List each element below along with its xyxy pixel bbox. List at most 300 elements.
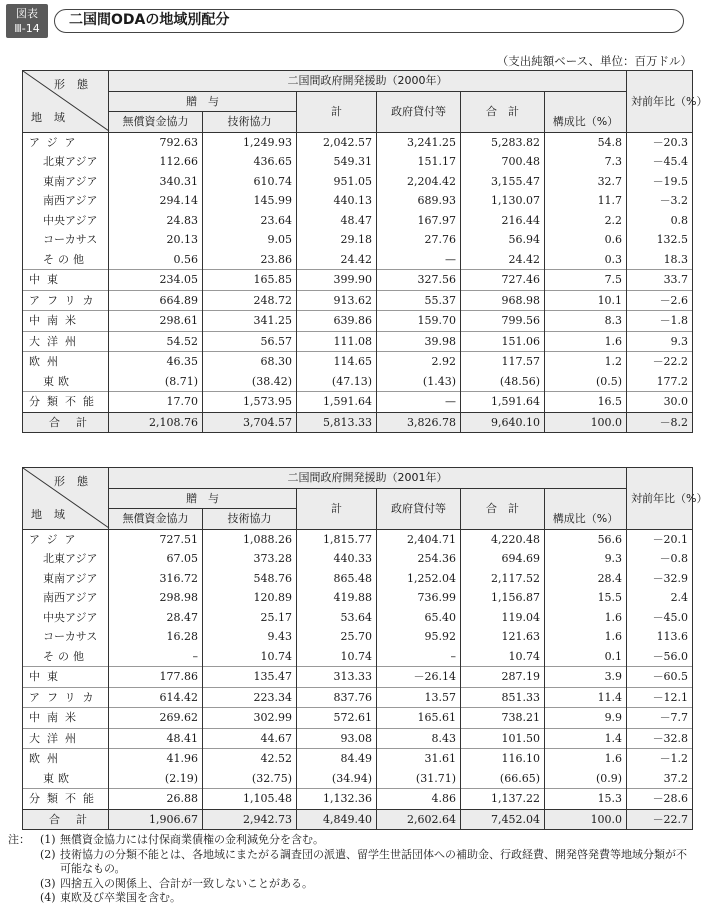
cell-yoy: －1.8: [627, 311, 693, 332]
cell-yoy: －12.1: [627, 687, 693, 708]
cell-share: 11.4: [545, 687, 627, 708]
cell-tech-coop: (38.42): [203, 372, 297, 392]
cell-tech-coop: 1,573.95: [203, 392, 297, 413]
cell-yoy: －19.5: [627, 172, 693, 192]
cell-share: 1.6: [545, 627, 627, 647]
cell-subtotal: 313.33: [297, 667, 377, 688]
cell-region: 大洋州: [23, 728, 109, 749]
cell-yoy: －0.8: [627, 549, 693, 569]
cell-tech-coop: 373.28: [203, 549, 297, 569]
cell-total: 694.69: [461, 549, 545, 569]
cell-tech-coop: 42.52: [203, 749, 297, 769]
header-loans: 政府貸付等: [377, 91, 461, 132]
cell-loans: (1.43): [377, 372, 461, 392]
cell-yoy: －22.2: [627, 352, 693, 372]
cell-grant-aid: 298.98: [109, 588, 203, 608]
cell-total: 700.48: [461, 152, 545, 172]
cell-total: 4,220.48: [461, 529, 545, 549]
cell-subtotal: 913.62: [297, 290, 377, 311]
cell-region: 南西アジア: [23, 588, 109, 608]
unit-note: （支出純額ベース、単位：百万ドル）: [496, 54, 692, 68]
cell-grant-aid: 234.05: [109, 270, 203, 291]
cell-subtotal: 549.31: [297, 152, 377, 172]
cell-yoy: －45.0: [627, 608, 693, 628]
table-row: [23, 588, 693, 608]
badge-line-2: Ⅲ-14: [14, 22, 40, 35]
cell-share: 0.1: [545, 647, 627, 667]
cell-total: 151.06: [461, 331, 545, 352]
cell-subtotal: 837.76: [297, 687, 377, 708]
note-number: (4): [40, 891, 56, 904]
cell-grant-aid: 614.42: [109, 687, 203, 708]
cell-loans: (31.71): [377, 769, 461, 789]
cell-share: 15.5: [545, 588, 627, 608]
cell-tech-coop: 2,942.73: [203, 809, 297, 830]
cell-loans: 3,241.25: [377, 132, 461, 152]
cell-region: 欧州: [23, 749, 109, 769]
cell-total: 116.10: [461, 749, 545, 769]
table-row: [23, 728, 693, 749]
figure-title: 二国間ODAの地域別配分: [54, 9, 684, 33]
cell-loans: 55.37: [377, 290, 461, 311]
cell-loans: 1,252.04: [377, 569, 461, 589]
cell-grant-aid: 664.89: [109, 290, 203, 311]
table-row: [23, 549, 693, 569]
cell-region: アジア: [23, 132, 109, 152]
table-row: [23, 290, 693, 311]
oda-table-2000: [22, 70, 708, 433]
cell-region: 分類不能: [23, 392, 109, 413]
table-row: [23, 529, 693, 549]
cell-share: 15.3: [545, 789, 627, 810]
cell-region: その他: [23, 647, 109, 667]
cell-grant-aid: 316.72: [109, 569, 203, 589]
cell-total: 738.21: [461, 708, 545, 729]
cell-total: 119.04: [461, 608, 545, 628]
cell-grant-aid: 48.41: [109, 728, 203, 749]
table-row: [23, 372, 693, 392]
cell-tech-coop: 610.74: [203, 172, 297, 192]
table-row: [23, 230, 693, 250]
table-row: [23, 132, 693, 152]
header-yoy: 対前年比（%）: [627, 71, 693, 133]
cell-loans: –: [377, 647, 461, 667]
cell-yoy: －45.4: [627, 152, 693, 172]
table-row: [23, 627, 693, 647]
cell-tech-coop: (32.75): [203, 769, 297, 789]
cell-total: 2,117.52: [461, 569, 545, 589]
cell-loans: 159.70: [377, 311, 461, 332]
header-grant: 贈 与: [109, 488, 297, 509]
cell-subtotal: 111.08: [297, 331, 377, 352]
table-caption: 二国間政府開発援助（2001年）: [109, 468, 627, 489]
cell-region: 合計: [23, 412, 109, 433]
note-number: (2): [40, 847, 56, 861]
cell-share: 32.7: [545, 172, 627, 192]
header-loans: 政府貸付等: [377, 488, 461, 529]
header-tech-coop: 技術協力: [203, 509, 297, 530]
cell-grant-aid: 54.52: [109, 331, 203, 352]
figure-number-badge: [6, 4, 48, 38]
cell-share: 10.1: [545, 290, 627, 311]
cell-yoy: －8.2: [627, 412, 693, 433]
figure-header: [6, 4, 694, 38]
cell-yoy: 132.5: [627, 230, 693, 250]
cell-share: 3.9: [545, 667, 627, 688]
cell-total: 1,156.87: [461, 588, 545, 608]
cell-grant-aid: 20.13: [109, 230, 203, 250]
header-share: 構成比（%）: [545, 488, 627, 529]
cell-subtotal: 29.18: [297, 230, 377, 250]
corner-header-cell: [23, 71, 109, 133]
cell-total: (66.65): [461, 769, 545, 789]
cell-loans: 31.61: [377, 749, 461, 769]
cell-grant-aid: –: [109, 647, 203, 667]
cell-share: (0.5): [545, 372, 627, 392]
cell-loans: 27.76: [377, 230, 461, 250]
cell-subtotal: 84.49: [297, 749, 377, 769]
cell-grant-aid: 177.86: [109, 667, 203, 688]
cell-region: 東南アジア: [23, 172, 109, 192]
cell-total: 7,452.04: [461, 809, 545, 830]
cell-loans: 254.36: [377, 549, 461, 569]
cell-total: 968.98: [461, 290, 545, 311]
cell-loans: 151.17: [377, 152, 461, 172]
cell-share: 7.3: [545, 152, 627, 172]
cell-subtotal: (47.13): [297, 372, 377, 392]
cell-total: 727.46: [461, 270, 545, 291]
table-row: [23, 211, 693, 231]
cell-total: 216.44: [461, 211, 545, 231]
cell-tech-coop: 9.43: [203, 627, 297, 647]
total-row: [23, 809, 693, 830]
header-grant-aid: 無償資金協力: [109, 509, 203, 530]
cell-loans: 4.86: [377, 789, 461, 810]
cell-yoy: 2.4: [627, 588, 693, 608]
table-row: [23, 789, 693, 810]
header-grant: 贈 与: [109, 91, 297, 112]
header-subtotal: 計: [297, 91, 377, 132]
cell-region: 分類不能: [23, 789, 109, 810]
cell-grant-aid: 16.28: [109, 627, 203, 647]
table-row: [23, 331, 693, 352]
cell-loans: 689.93: [377, 191, 461, 211]
cell-total: 10.74: [461, 647, 545, 667]
cell-grant-aid: (8.71): [109, 372, 203, 392]
cell-subtotal: 114.65: [297, 352, 377, 372]
corner-label-form: 形態: [54, 475, 100, 488]
note-number: (3): [40, 876, 56, 890]
corner-header-cell: [23, 468, 109, 530]
total-row: [23, 412, 693, 433]
corner-label-region: 地域: [31, 111, 77, 124]
cell-grant-aid: 17.70: [109, 392, 203, 413]
table-row: [23, 769, 693, 789]
footnotes: [8, 833, 692, 906]
cell-region: アジア: [23, 529, 109, 549]
cell-region: 大洋州: [23, 331, 109, 352]
table-row: [23, 172, 693, 192]
cell-grant-aid: 67.05: [109, 549, 203, 569]
cell-yoy: 37.2: [627, 769, 693, 789]
cell-share: 1.6: [545, 331, 627, 352]
cell-region: 欧州: [23, 352, 109, 372]
cell-yoy: －22.7: [627, 809, 693, 830]
table-caption: 二国間政府開発援助（2000年）: [109, 71, 627, 92]
cell-grant-aid: 26.88: [109, 789, 203, 810]
cell-total: 3,155.47: [461, 172, 545, 192]
cell-region: 東欧: [23, 372, 109, 392]
table-row: [23, 311, 693, 332]
note-text: 四捨五入の関係上、合計が一致しないことがある。: [60, 876, 313, 890]
cell-loans: 2,204.42: [377, 172, 461, 192]
cell-grant-aid: 112.66: [109, 152, 203, 172]
note-item: [8, 877, 692, 892]
cell-share: 54.8: [545, 132, 627, 152]
cell-subtotal: 4,849.40: [297, 809, 377, 830]
cell-grant-aid: 0.56: [109, 250, 203, 270]
cell-tech-coop: 9.05: [203, 230, 297, 250]
cell-yoy: 33.7: [627, 270, 693, 291]
cell-loans: 327.56: [377, 270, 461, 291]
table-row: [23, 667, 693, 688]
cell-share: 0.3: [545, 250, 627, 270]
cell-loans: 39.98: [377, 331, 461, 352]
cell-loans: 736.99: [377, 588, 461, 608]
cell-yoy: －1.2: [627, 749, 693, 769]
cell-loans: 2,602.64: [377, 809, 461, 830]
cell-tech-coop: 25.17: [203, 608, 297, 628]
note-item: [8, 848, 692, 877]
cell-loans: 13.57: [377, 687, 461, 708]
cell-tech-coop: 10.74: [203, 647, 297, 667]
corner-label-form: 形態: [54, 78, 100, 91]
cell-total: 1,130.07: [461, 191, 545, 211]
cell-region: 中央アジア: [23, 211, 109, 231]
cell-share: (0.9): [545, 769, 627, 789]
cell-total: 121.63: [461, 627, 545, 647]
cell-total: 799.56: [461, 311, 545, 332]
cell-grant-aid: 727.51: [109, 529, 203, 549]
cell-yoy: 9.3: [627, 331, 693, 352]
cell-subtotal: 24.42: [297, 250, 377, 270]
cell-region: 中東: [23, 667, 109, 688]
cell-tech-coop: 23.86: [203, 250, 297, 270]
cell-subtotal: 639.86: [297, 311, 377, 332]
cell-total: 1,137.22: [461, 789, 545, 810]
cell-tech-coop: 248.72: [203, 290, 297, 311]
cell-yoy: －20.1: [627, 529, 693, 549]
cell-share: 0.6: [545, 230, 627, 250]
cell-tech-coop: 436.65: [203, 152, 297, 172]
cell-subtotal: 53.64: [297, 608, 377, 628]
cell-yoy: 30.0: [627, 392, 693, 413]
table-row: [23, 250, 693, 270]
cell-grant-aid: 340.31: [109, 172, 203, 192]
cell-grant-aid: 46.35: [109, 352, 203, 372]
header-yoy: 対前年比（%）: [627, 468, 693, 530]
cell-yoy: －3.2: [627, 191, 693, 211]
header-share: 構成比（%）: [545, 91, 627, 132]
table-row: [23, 569, 693, 589]
cell-share: 7.5: [545, 270, 627, 291]
cell-tech-coop: 23.64: [203, 211, 297, 231]
cell-total: 117.57: [461, 352, 545, 372]
cell-subtotal: 440.13: [297, 191, 377, 211]
cell-region: 中央アジア: [23, 608, 109, 628]
table-row: [23, 647, 693, 667]
cell-region: 合計: [23, 809, 109, 830]
cell-total: 9,640.10: [461, 412, 545, 433]
note-text: 無償資金協力には付保商業債権の金利減免分を含む。: [60, 833, 324, 846]
cell-loans: —: [377, 250, 461, 270]
cell-tech-coop: 1,249.93: [203, 132, 297, 152]
cell-tech-coop: 3,704.57: [203, 412, 297, 433]
table-row: [23, 608, 693, 628]
cell-total: 851.33: [461, 687, 545, 708]
cell-grant-aid: (2.19): [109, 769, 203, 789]
cell-share: 100.0: [545, 809, 627, 830]
cell-grant-aid: 269.62: [109, 708, 203, 729]
cell-subtotal: 951.05: [297, 172, 377, 192]
cell-share: 2.2: [545, 211, 627, 231]
note-text: 東欧及び卒業国を含む。: [60, 891, 181, 904]
cell-total: 1,591.64: [461, 392, 545, 413]
table-row: [23, 152, 693, 172]
cell-tech-coop: 548.76: [203, 569, 297, 589]
cell-share: 9.9: [545, 708, 627, 729]
header-tech-coop: 技術協力: [203, 112, 297, 133]
note-item: [8, 891, 692, 906]
cell-grant-aid: 298.61: [109, 311, 203, 332]
cell-loans: 95.92: [377, 627, 461, 647]
note-number: (1): [40, 833, 56, 846]
cell-total: 101.50: [461, 728, 545, 749]
cell-grant-aid: 792.63: [109, 132, 203, 152]
cell-subtotal: 865.48: [297, 569, 377, 589]
cell-grant-aid: 28.47: [109, 608, 203, 628]
header-total: 合 計: [461, 91, 545, 132]
cell-yoy: －20.3: [627, 132, 693, 152]
cell-subtotal: 440.33: [297, 549, 377, 569]
cell-region: 東欧: [23, 769, 109, 789]
cell-tech-coop: 1,105.48: [203, 789, 297, 810]
cell-subtotal: 1,815.77: [297, 529, 377, 549]
table-body: [23, 529, 693, 830]
cell-total: 5,283.82: [461, 132, 545, 152]
cell-loans: 165.61: [377, 708, 461, 729]
cell-share: 56.6: [545, 529, 627, 549]
table-row: [23, 708, 693, 729]
cell-yoy: －2.6: [627, 290, 693, 311]
cell-region: コーカサス: [23, 627, 109, 647]
note-item: [8, 833, 692, 848]
cell-subtotal: 93.08: [297, 728, 377, 749]
cell-yoy: 113.6: [627, 627, 693, 647]
cell-region: コーカサス: [23, 230, 109, 250]
cell-loans: 65.40: [377, 608, 461, 628]
cell-region: 中南米: [23, 708, 109, 729]
cell-yoy: 0.8: [627, 211, 693, 231]
cell-region: 東南アジア: [23, 569, 109, 589]
cell-yoy: －28.6: [627, 789, 693, 810]
table-row: [23, 687, 693, 708]
cell-yoy: －32.8: [627, 728, 693, 749]
cell-tech-coop: 1,088.26: [203, 529, 297, 549]
cell-share: 28.4: [545, 569, 627, 589]
cell-subtotal: 419.88: [297, 588, 377, 608]
cell-total: 56.94: [461, 230, 545, 250]
cell-region: アフリカ: [23, 687, 109, 708]
cell-total: 24.42: [461, 250, 545, 270]
cell-grant-aid: 2,108.76: [109, 412, 203, 433]
cell-loans: －26.14: [377, 667, 461, 688]
cell-loans: 8.43: [377, 728, 461, 749]
cell-share: 1.4: [545, 728, 627, 749]
cell-yoy: 18.3: [627, 250, 693, 270]
table-row: [23, 749, 693, 769]
cell-share: 1.2: [545, 352, 627, 372]
cell-tech-coop: 135.47: [203, 667, 297, 688]
cell-share: 8.3: [545, 311, 627, 332]
cell-yoy: 177.2: [627, 372, 693, 392]
cell-region: 北東アジア: [23, 152, 109, 172]
cell-subtotal: 25.70: [297, 627, 377, 647]
cell-loans: 167.97: [377, 211, 461, 231]
cell-subtotal: 5,813.33: [297, 412, 377, 433]
header-grant-aid: 無償資金協力: [109, 112, 203, 133]
cell-region: 南西アジア: [23, 191, 109, 211]
cell-loans: 2.92: [377, 352, 461, 372]
cell-yoy: －60.5: [627, 667, 693, 688]
cell-share: 9.3: [545, 549, 627, 569]
cell-share: 100.0: [545, 412, 627, 433]
notes-label: 注：: [8, 833, 30, 846]
cell-subtotal: 572.61: [297, 708, 377, 729]
table-row: [23, 191, 693, 211]
cell-tech-coop: 223.34: [203, 687, 297, 708]
cell-yoy: －32.9: [627, 569, 693, 589]
cell-loans: 2,404.71: [377, 529, 461, 549]
header-total: 合 計: [461, 488, 545, 529]
cell-region: アフリカ: [23, 290, 109, 311]
cell-region: 中南米: [23, 311, 109, 332]
table-body: [23, 132, 693, 433]
cell-loans: —: [377, 392, 461, 413]
cell-tech-coop: 56.57: [203, 331, 297, 352]
cell-region: 北東アジア: [23, 549, 109, 569]
table-row: [23, 352, 693, 372]
cell-share: 11.7: [545, 191, 627, 211]
corner-label-region: 地域: [31, 508, 77, 521]
cell-subtotal: 48.47: [297, 211, 377, 231]
badge-line-1: 図表: [16, 7, 38, 20]
cell-grant-aid: 41.96: [109, 749, 203, 769]
cell-tech-coop: 145.99: [203, 191, 297, 211]
cell-tech-coop: 120.89: [203, 588, 297, 608]
cell-yoy: －7.7: [627, 708, 693, 729]
cell-tech-coop: 68.30: [203, 352, 297, 372]
cell-share: 16.5: [545, 392, 627, 413]
header-subtotal: 計: [297, 488, 377, 529]
cell-grant-aid: 24.83: [109, 211, 203, 231]
cell-grant-aid: 1,906.67: [109, 809, 203, 830]
cell-subtotal: 399.90: [297, 270, 377, 291]
oda-table-2001: [22, 467, 708, 830]
cell-share: 1.6: [545, 749, 627, 769]
cell-tech-coop: 165.85: [203, 270, 297, 291]
cell-tech-coop: 44.67: [203, 728, 297, 749]
